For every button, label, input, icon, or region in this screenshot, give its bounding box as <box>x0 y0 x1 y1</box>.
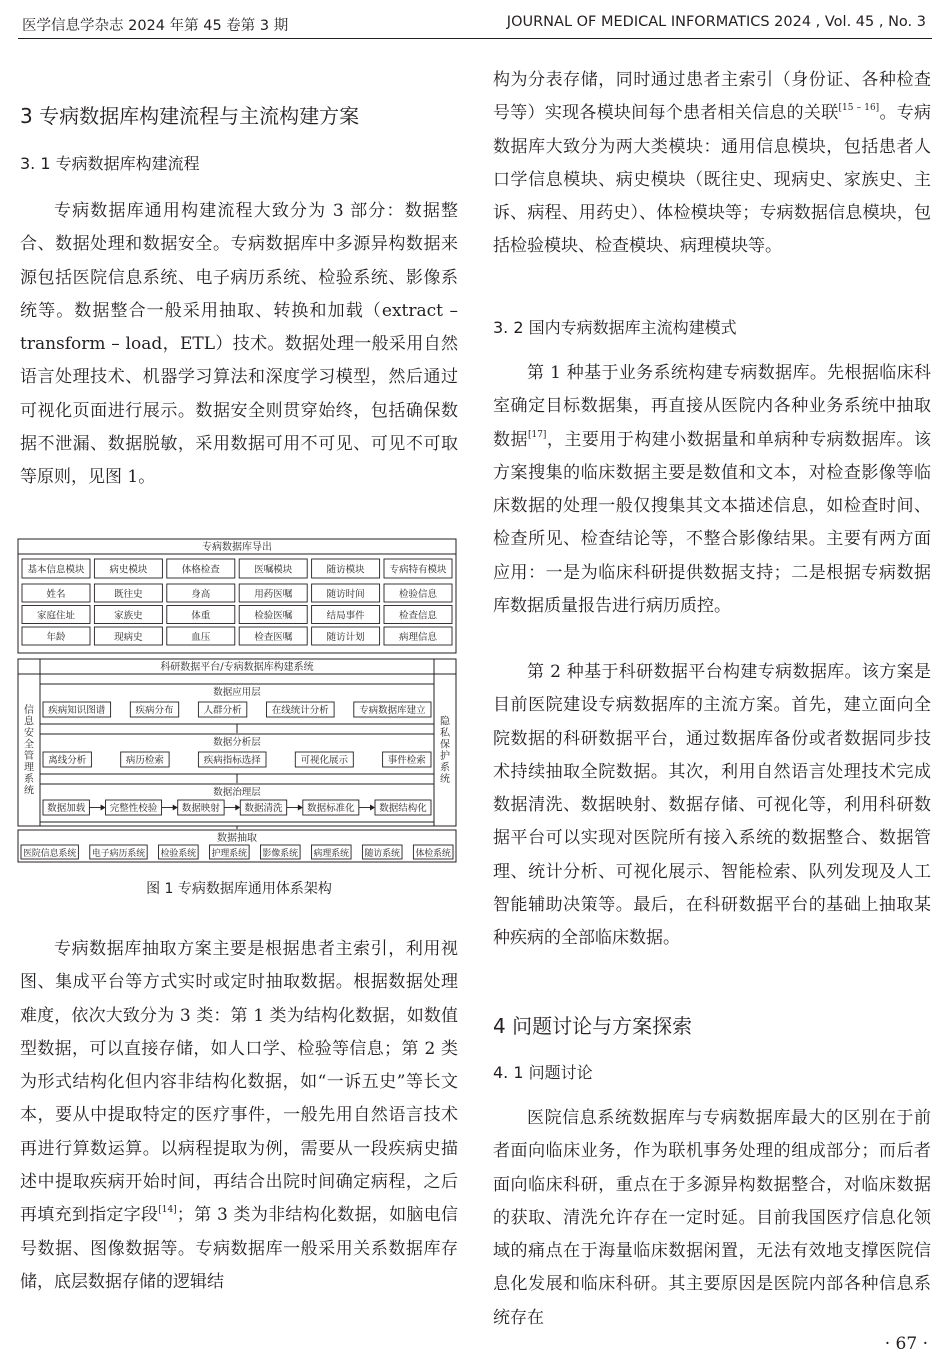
module-item-label: 家庭住址 <box>36 610 76 622</box>
figure-1 <box>16 538 458 863</box>
security-side-label: 全 <box>24 739 34 751</box>
analysis-layer-item: 事件检索 <box>387 755 426 766</box>
extract-item: 病理系统 <box>313 849 350 859</box>
governance-item: 数据清洗 <box>244 803 283 814</box>
analysis-layer-title: 数据分析层 <box>213 737 261 748</box>
section-3-1-title: 3. 1 专病数据库构建流程 <box>20 154 200 173</box>
module-item-label: 血压 <box>191 632 211 643</box>
extract-item: 电子病历系统 <box>91 849 146 859</box>
paragraph-text: 。专病数据库大致分为两大类模块：通用信息模块，包括患者人口学信息模块、病史模块（既往史、现病史、家族史、主诉、病程、用药史）、体检模块等；专病数据信息模块，包括检验模块、检查模块、病理模块等。 <box>493 103 932 257</box>
paragraph-text: ，主要用于构建小数据量和单病种专病数据库。该方案搜集的临床数据主要是数值和文本，对检查影像等临床数据的处理一般仅搜集其文本描述信息，如检查时间、检查所见、检查结论等，不整合影像结果。主要有两方面应用：一是为临床科研提供数据支持；二是根据专病数据库数据质量报告进行病历质控。 <box>493 429 932 617</box>
governance-item: 数据标准化 <box>307 803 355 814</box>
security-side-label: 信 <box>24 705 34 716</box>
extract-item: 医院信息系统 <box>23 849 77 859</box>
privacy-side-label: 统 <box>440 774 450 785</box>
figure-1-caption: 图 1 专病数据库通用体系架构 <box>146 881 332 897</box>
section-4-1-title: 4. 1 问题讨论 <box>493 1063 593 1082</box>
extract-item: 随访系统 <box>364 849 400 859</box>
privacy-side-label: 私 <box>440 728 450 739</box>
analysis-layer-item: 可视化展示 <box>300 755 349 766</box>
citation-15-16: [15 – 16] <box>838 103 880 114</box>
paragraph-3-1-intro: 专病数据库通用构建流程大致分为 3 部分：数据整合、数据处理和数据安全。专病数据库中多源异构数据来源包括医院信息系统、电子病历系统、检验系统、影像系统等。数据整合一般采用抽取、转换和加载（extract – transform – load，ETL）技术。数据处理一般采用自然语言处理技术、机器学习算法和深度学习模型，然后通过可视化页面进行展示。数据安全则贯穿始终，包括确保数据不泄漏、数据脱敏，采用数据可用不可见、可见不可取等原则，见图 1。 <box>20 201 458 488</box>
section-4-title: 4 问题讨论与方案探索 <box>493 1014 693 1038</box>
paragraph-3-1-storage <box>493 64 931 264</box>
architecture-diagram <box>16 538 458 863</box>
module-label: 随访模块 <box>326 564 365 576</box>
extract-title: 数据抽取 <box>217 833 257 844</box>
module-label: 体格检查 <box>181 564 220 576</box>
paragraph-3-2-mode-1 <box>493 357 931 623</box>
module-label: 专病特有模块 <box>389 564 447 576</box>
governance-item: 数据加载 <box>47 803 86 814</box>
page-number: · 67 · <box>884 1334 928 1354</box>
citation-14: [14] <box>158 1205 177 1216</box>
section-3-title: 3 专病数据库构建流程与主流构建方案 <box>20 104 360 128</box>
module-item-label: 年龄 <box>46 632 66 643</box>
header-rule <box>18 38 932 39</box>
security-side-label: 统 <box>24 785 34 797</box>
app-layer-item: 疾病知识图谱 <box>48 705 106 716</box>
platform-title: 科研数据平台/专病数据库构建系统 <box>160 662 314 673</box>
governance-arrow-head <box>370 805 375 811</box>
app-layer-item: 专病数据库建立 <box>359 705 426 716</box>
module-item-label: 检验医嘱 <box>254 610 293 622</box>
analysis-layer-item: 病历检索 <box>125 755 164 766</box>
module-item-label: 现病史 <box>114 632 143 643</box>
paragraph-text: ；第 3 类为非结构化数据，如脑电信号数据、图像数据等。专病数据库一般采用关系数据库存储，底层数据存储的逻辑结 <box>20 1205 458 1292</box>
governance-item: 数据映射 <box>181 803 220 814</box>
module-item-label: 身高 <box>191 589 211 600</box>
extract-item: 影像系统 <box>262 849 299 859</box>
privacy-side-label: 系 <box>440 762 450 774</box>
module-item-label: 检查信息 <box>398 610 438 622</box>
paragraph-3-1-extraction <box>20 933 458 1299</box>
export-frame <box>18 539 456 653</box>
security-side-label: 息 <box>24 716 34 728</box>
security-side-label: 安 <box>24 728 34 739</box>
extract-item: 检验系统 <box>160 849 197 859</box>
app-layer-item: 疾病分布 <box>135 705 174 716</box>
governance-arrow-head <box>173 805 178 811</box>
module-item-label: 姓名 <box>46 589 66 600</box>
module-label: 病史模块 <box>109 564 148 576</box>
analysis-layer-item: 离线分析 <box>48 755 87 766</box>
paragraph-3-2-mode-2: 第 2 种基于科研数据平台构建专病数据库。该方案是目前医院建设专病数据库的主流方案。首先，建立面向全院数据的科研数据平台，通过数据库备份或者数据同步技术持续抽取全院数据。其次，利用自然语言处理技术完成数据清洗、数据映射、数据存储、可视化等，利用科研数据平台可以实现对医院所有接入系统的数据整合、数据管理、统计分析、可视化展示、智能检索、队列发现及人工智能辅助决策等。最后，在科研数据平台的基础上抽取某种疾病的全部临床数据。 <box>493 662 931 949</box>
module-label: 医嘱模块 <box>254 564 293 576</box>
module-item-label: 既往史 <box>114 589 143 600</box>
citation-17: [17] <box>527 429 547 440</box>
governance-item: 完整性校验 <box>109 803 158 814</box>
security-side-label: 系 <box>24 774 34 785</box>
app-layer-item: 人群分析 <box>203 705 242 716</box>
privacy-side-label: 保 <box>440 739 450 751</box>
module-item-label: 随访计划 <box>326 632 365 643</box>
governance-item: 数据结构化 <box>379 803 427 814</box>
governance-layer-title: 数据治理层 <box>213 787 261 798</box>
paragraph-text: 构为分表存储，同时通过患者主索引（身份证、各种检查号等）实现各模块间每个患者相关信息的关联 <box>493 70 931 124</box>
section-3-2-title: 3. 2 国内专病数据库主流构建模式 <box>493 318 737 337</box>
running-header-journal-cn: 医学信息学杂志 2024 年第 45 卷第 3 期 <box>22 18 289 34</box>
module-item-label: 检查医嘱 <box>254 632 293 643</box>
paragraph-4-1-discussion: 医院信息系统数据库与专病数据库最大的区别在于前者面向临床业务，作为联机事务处理的组成部分；而后者面向临床科研，重点在于多源异构数据整合，对临床数据的获取、清洗允许存在一定时延。目前我国医疗信息化领域的痛点在于海量临床数据闲置，无法有效地支撑医院信息化发展和临床科研。其主要原因是医院内部各种信息系统存在 <box>493 1108 931 1328</box>
module-item-label: 随访时间 <box>326 589 365 600</box>
module-item-label: 体重 <box>191 610 211 622</box>
app-layer-item: 在线统计分析 <box>271 705 329 716</box>
privacy-side-label: 护 <box>440 751 450 762</box>
module-item-label: 病理信息 <box>398 632 438 643</box>
security-side-label: 管 <box>24 751 34 762</box>
governance-arrow-head <box>235 805 240 811</box>
security-side-label: 理 <box>24 762 34 774</box>
module-item-label: 检验信息 <box>398 589 438 600</box>
module-item-label: 用药医嘱 <box>254 589 293 600</box>
governance-arrow-head <box>101 805 106 811</box>
analysis-layer-item: 疾病指标选择 <box>203 755 261 766</box>
app-layer-title: 数据应用层 <box>213 687 261 698</box>
paragraph-text: 第 1 种基于业务系统构建专病数据库。先根据临床科室确定目标数据集，再直接从医院内各种业务系统中抽取数据 <box>493 363 931 450</box>
export-title: 专病数据库导出 <box>202 542 272 553</box>
extract-item: 护理系统 <box>211 849 248 859</box>
module-label: 基本信息模块 <box>27 564 85 576</box>
extract-item: 体检系统 <box>415 849 451 859</box>
module-item-label: 家族史 <box>114 610 143 622</box>
privacy-side-label: 隐 <box>440 716 450 728</box>
running-header-journal-en: JOURNAL OF MEDICAL INFORMATICS 2024 , Vol. 45 , No. 3 <box>506 14 926 30</box>
governance-arrow-head <box>298 805 303 811</box>
paragraph-text: 专病数据库抽取方案主要是根据患者主索引，利用视图、集成平台等方式实时或定时抽取数据。根据数据处理难度，依次大致分为 3 类：第 1 类为结构化数据，如数值型数据，可以直接存储，如人口学、检验等信息；第 2 类为形式结构化但内容非结构化数据，如“一诉五史”等长文本，要从中提取特定的医疗事件，一般先用自然语言技术再进行算数运算。以病程提取为例，需要从一段疾病史描述中提取疾病开始时间，再结合出院时间确定病程，之后再填充到指定字段 <box>20 939 458 1226</box>
module-item-label: 结局事件 <box>326 610 365 622</box>
